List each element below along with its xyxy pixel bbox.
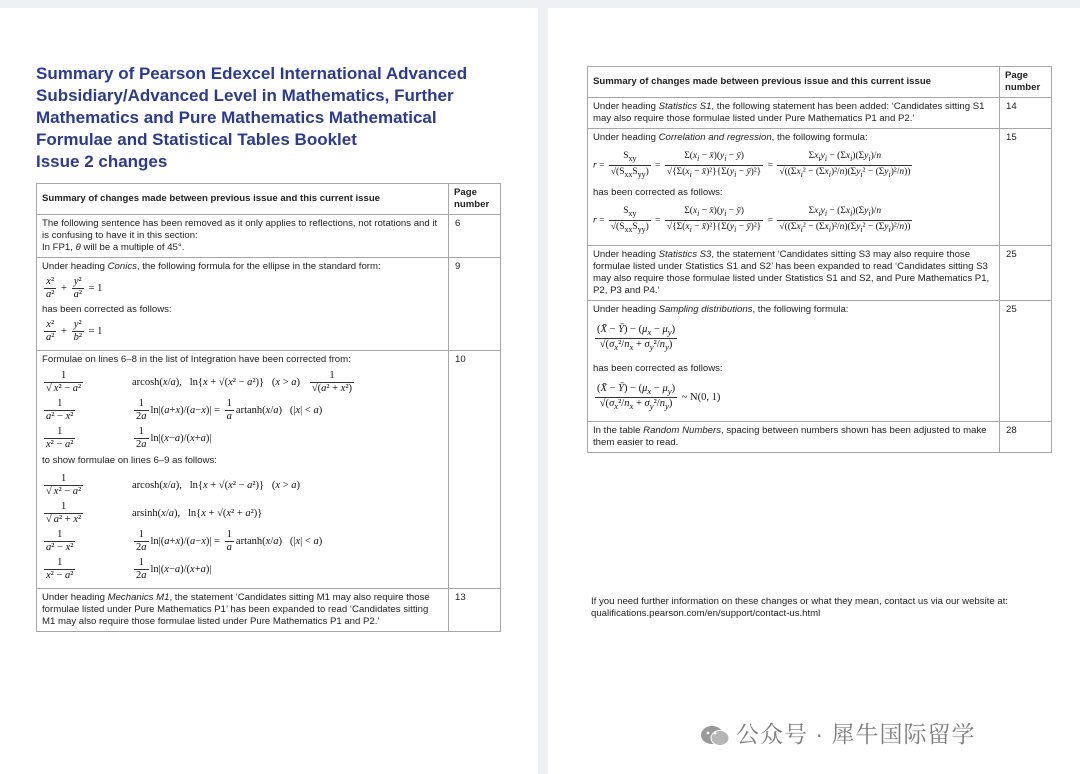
sampling-formula-new: $\frac{(X̄ - Ȳ) - (\mu_x - \mu_y)}{√(\sigma_x^2/n_x + \sigma_y^2/n_y)}$ ~ N(0, 1) (597, 382, 721, 411)
table-header (37, 184, 501, 215)
page-number: 28 (1000, 421, 1052, 452)
summary-header: Summary of changes made between previous issue and this current issue (588, 67, 1000, 98)
integration-formulae-old: $\frac{1}{\text{√ x² − a²}}$ arcosh(x/a), ln{x + √(x² − a²)} (x > a) $\frac{1}{\text{√(a² + x²)}}$ $\frac{1}{\text{a² − x²}}$ $\frac{1}{2a}$ ln|(a+x)/(a−x)| = $\frac{1}{a}$ artanh(x/a) (|x| < a) $\frac{1}{\text{x² − a²}}$ $\frac{1}{2a}$ ln|(x−a)/(x+a)| (46, 370, 353, 450)
correlation-formula-new: r = $S_{xy}$ $√(S_{xx}S_{yy})$ = $\frac{\Sigma(x_i - x̄)(y_i - ȳ)}{√\{\Sigma(x_i - x̄)^2\}\{\Sigma(y_i - ȳ)^2\}}$ = $\Sigma x_iy_i - (\Sigma x_i)(\Sigma y_i)/n$ $√((\Sigma x_i^2 - (\Sigma x_i)^2/n)(\Sigma y_i^2 - (\Sigma y_i)^2/n))$ (593, 205, 911, 234)
page-number: 10 (449, 351, 501, 589)
contact-note: If you need further information on these changes or what they mean, contact us via our website at: qualifications.pearson.com/en/support/contact-us.html (591, 596, 1009, 619)
page-number: 25 (1000, 245, 1052, 300)
sampling-formula-old: $\frac{(X̄ - Ȳ) - (\mu_x - \mu_y)}{√(\sigma_x^2/n_x + \sigma_y^2/n_y)}$ (597, 323, 676, 352)
page-number-header: Page number (449, 184, 501, 215)
page-number: 9 (449, 258, 501, 351)
changes-table-right (587, 66, 1052, 453)
page-number: 25 (1000, 300, 1052, 421)
issue-label: Issue 2 changes (36, 152, 168, 171)
table-row: Under heading Correlation and regression, the following formula: r = $S_{xy}$ $√(S_{xx}S_{yy})$ = $\frac{\Sigma(x_i - x̄)(y_i - ȳ)}{√\{\Sigma(x_i - x̄)^2\}\{\Sigma(y_i - ȳ)^2\}}$ = $\Sigma x_iy_i - (\Sigma x_i)(\Sigma y_i)/n$ $√((\Sigma x_i^2 - (\Sigma x_i)^2/n)(\Sigma y_i^2 - (\Sigma y_i)^2/n))$ has been corrected as follows: r = $S_{xy}$ $√(S_{xx}S_{yy})$ = $\frac{\Sigma(x_i - x̄)(y_i - ȳ)}{√\{\Sigma(x_i - x̄)^2\}\{\Sigma(y_i - ȳ)^2\}}$ = $\Sigma x_iy_i - (\Sigma x_i)(\Sigma y_i)/n$ $√((\Sigma x_i^2 - (\Sigma x_i)^2/n)(\Sigma y_i^2 - (\Sigma y_i)^2/n))$ 15 (588, 129, 1052, 246)
table-row: Under heading Sampling distributions, the following formula: $\frac{(X̄ - Ȳ) - (\mu_x - \mu_y)}{√(\sigma_x^2/n_x + \sigma_y^2/n_y)}$ has been corrected as follows: $\frac{(X̄ - Ȳ) - (\mu_x - \mu_y)}{√(\sigma_x^2/n_x + \sigma_y^2/n_y)}$ ~ N(0, 1) 25 (588, 300, 1052, 421)
ellipse-formula-new: $\frac{\text{x²}}{\text{a²}}$ + $\frac{\text{y²}}{\text{b²}}$ = 1 (46, 319, 103, 343)
ellipse-formula-old: $\frac{\text{x²}}{\text{a²}}$ + $\frac{\text{y²}}{\text{a²}}$ = 1 (46, 276, 103, 300)
table-row: Under heading Statistics S3, the statement ‘Candidates sitting S3 may also require those formulae listed under Statistics S1 and S2’ has been expanded to read ‘Candidates sitting S3 may also require those formulae listed under Statistics S1 and S2, and Pure Mathematics P1, P2, P3 and P4.’ 25 (588, 245, 1052, 300)
correlation-formula-old: r = $S_{xy}$ $√(S_{xx}S_{yy})$ = $\frac{\Sigma(x_i - x̄)(y_i - ȳ)}{√\{\Sigma(x_i - x̄)^2\}\{\Sigma(y_i - ȳ)^2\}}$ = $\Sigma x_iy_i - (\Sigma x_i)(\Sigma y_i)/n$ $√((\Sigma x_i^2 - (\Sigma x_i)^2/n)(\Sigma y_i^2 - (\Sigma y_i)^2/n))$ (593, 151, 911, 179)
table-row: Formulae on lines 6–8 in the list of Integration have been corrected from: $\frac{1}{\text{√ x² − a²}}$ arcosh(x/a), ln{x + √(x² − a²)} (x > a) $\frac{1}{\text{√(a² + x²)}}$ $\frac{1}{\text{a² − x²}}$ $\frac{1}{2a}$ ln|(a+x)/(a−x)| = $\frac{1}{a}$ artanh(x/a) (|x| < a) $\frac{1}{\text{x² − a²}}$ $\frac{1}{2a}$ ln|(x−a)/(x+a)| to show formulae on lines 6–9 as follows: $\frac{1}{\text{√ x² − a²}}$ arcosh(x/a), ln{x + √(x² − a²)} (x > a) $\frac{1}{\text{√ a² + x²}}$ arsinh(x/a), ln{x + √(x² + a²)} $\frac{1}{\text{a² − x²}}$ $\frac{1}{2a}$ ln|(a+x)/(a−x)| = $\frac{1}{a}$ artanh(x/a) (|x| < a) $\frac{1}{\text{x² − a²}}$ $\frac{1}{2a}$ ln|(x−a)/(x+a)| 10 (37, 351, 501, 589)
integration-formulae-new: $\frac{1}{\text{√ x² − a²}}$ arcosh(x/a), ln{x + √(x² − a²)} (x > a) $\frac{1}{\text{√ a² + x²}}$ arsinh(x/a), ln{x + √(x² + a²)} $\frac{1}{\text{a² − x²}}$ $\frac{1}{2a}$ ln|(a+x)/(a−x)| = $\frac{1}{a}$ artanh(x/a) (|x| < a) $\frac{1}{\text{x² − a²}}$ $\frac{1}{2a}$ ln|(x−a)/(x+a)| (46, 473, 323, 581)
page-number: 15 (1000, 129, 1052, 246)
table-row: In the table Random Numbers, spacing between numbers shown has been adjusted to make them easier to read. 28 (588, 421, 1052, 452)
page-number-header: Page number (1000, 67, 1052, 98)
summary-header: Summary of changes made between previous issue and this current issue (37, 184, 449, 215)
document-title: Summary of Pearson Edexcel International Advanced Subsidiary/Advanced Level in Mathematics, Further Mathematics and Pure Mathematics Mathematical Formulae and Statistical Tables Booklet Issue 2 changes (36, 63, 506, 173)
table-header (588, 67, 1052, 98)
left-page (0, 8, 538, 774)
right-page (548, 8, 1080, 774)
page-number: 13 (449, 589, 501, 632)
table-row: Under heading Conics, the following formula for the ellipse in the standard form: $\frac{\text{x²}}{\text{a²}}$ + $\frac{\text{y²}}{\text{a²}}$ = 1 has been corrected as follows: $\frac{\text{x²}}{\text{a²}}$ + $\frac{\text{y²}}{\text{b²}}$ = 1 9 (37, 258, 501, 351)
page-number: 14 (1000, 98, 1052, 129)
wechat-icon (700, 725, 730, 747)
changes-table-left (36, 183, 501, 632)
table-row: Under heading Mechanics M1, the statement ‘Candidates sitting M1 may also require those formulae listed under Pure Mathematics P1’ has been expanded to read ‘Candidates sitting M1 may also require those formulae listed under Pure Mathematics P1 and P2.’ 13 (37, 589, 501, 632)
page-number: 6 (449, 215, 501, 258)
table-row: The following sentence has been removed as it only applies to reflections, not rotations and it is confusing to have it in this section: In FP1, θ will be a multiple of 45°. 6 (37, 215, 501, 258)
table-row: Under heading Statistics S1, the following statement has been added: ‘Candidates sitting S1 may also require those formulae listed under Pure Mathematics P1 and P2.’ 14 (588, 98, 1052, 129)
watermark: 公众号 · 犀牛国际留学 (700, 716, 975, 749)
